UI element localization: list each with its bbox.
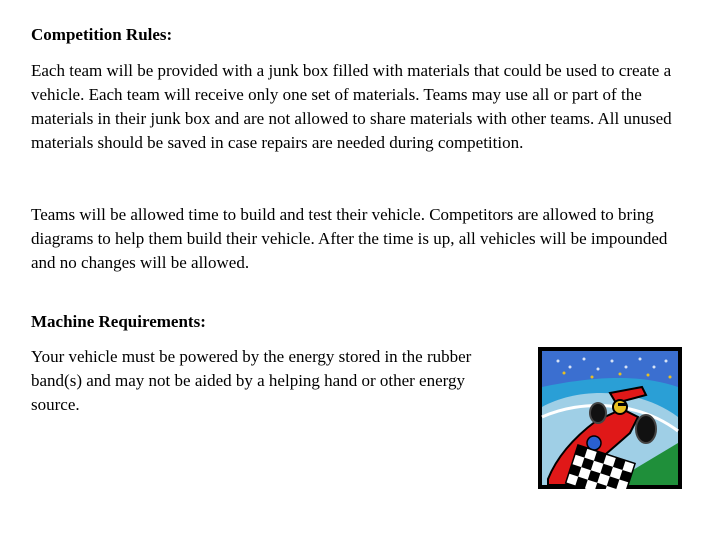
rules-paragraph-1: Each team will be provided with a junk box filled with materials that could be used to create a vehicle. Each team will receive only one set of materials. Teams may use all or part of the materials in their junk box and are not allowed to share materials with other teams. All unused materials should be saved in case repairs are needed during competition. [31, 61, 672, 152]
race-car-clipart-icon [538, 347, 682, 489]
machine-requirements-heading: Machine Requirements: [31, 312, 206, 331]
competition-rules-heading: Competition Rules: [31, 25, 173, 44]
requirements-paragraph: Your vehicle must be powered by the energy stored in the rubber band(s) and may not be aided by a helping hand or other energy source. [31, 347, 472, 414]
rules-paragraph-2: Teams will be allowed time to build and test their vehicle. Competitors are allowed to bring diagrams to help them build their vehicle. After the time is up, all vehicles will be impounded and no changes will be allowed. [31, 205, 668, 272]
